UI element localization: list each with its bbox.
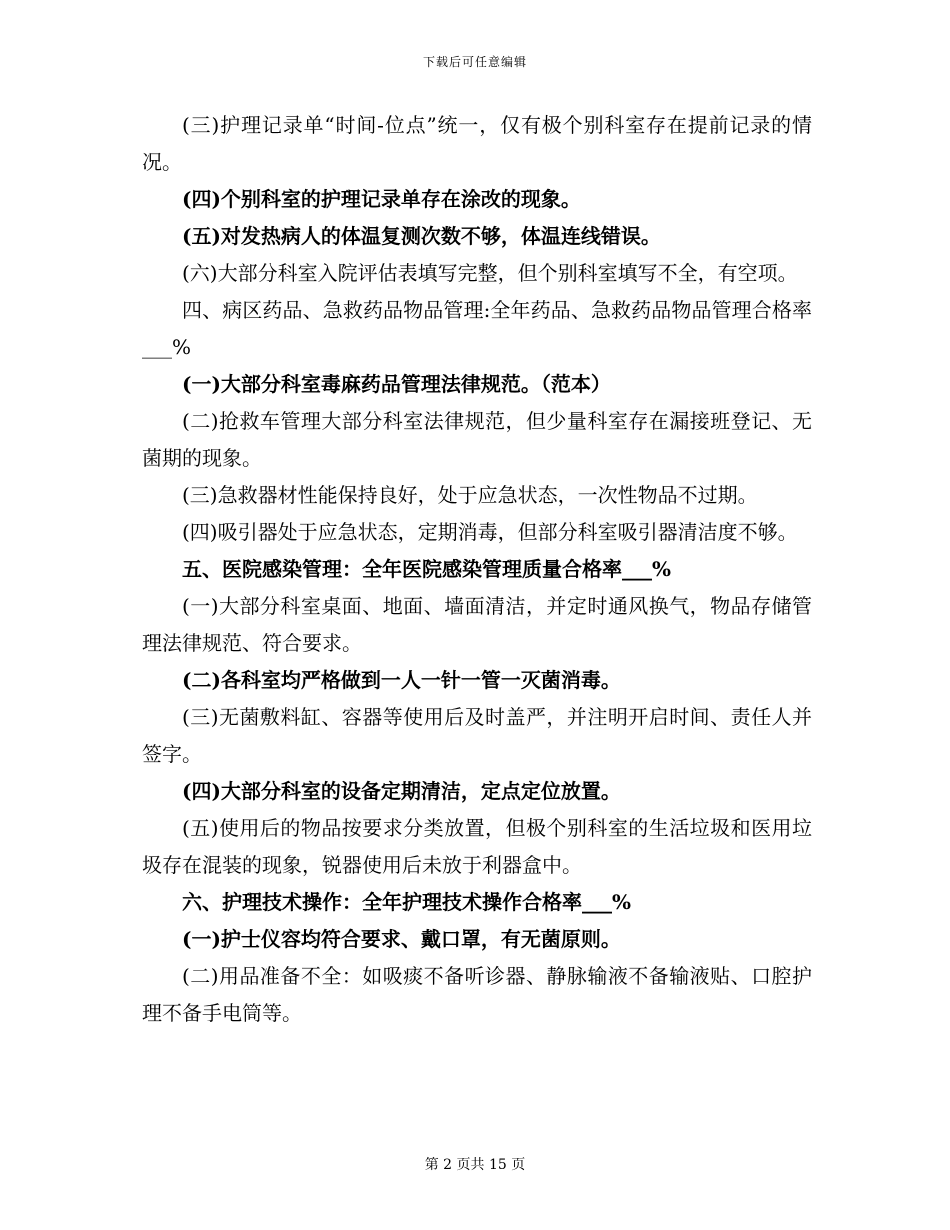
paragraph: (五)对发热病人的体温复测次数不够，体温连线错误。	[182, 224, 661, 248]
paragraph: (四)个别科室的护理记录单存在涂改的现象。	[182, 187, 581, 211]
paragraph: (三)无菌敷料缸、容器等使用后及时盖严，并注明开启时间、责任人并签字。	[142, 705, 812, 766]
section-heading: 五、医院感染管理：全年医院感染管理质量合格率___%	[182, 557, 672, 581]
paragraph: (五)使用后的物品按要求分类放置，但极个别科室的生活垃圾和医用垃圾存在混装的现象，锐器使用后未放于利器盒中。	[142, 816, 812, 877]
section-heading: 六、护理技术操作：全年护理技术操作合格率___%	[182, 890, 632, 914]
page-header: 下载后可任意编辑	[422, 55, 527, 69]
paragraph: 四、病区药品、急救药品物品管理:全年药品、急救药品物品管理合格率___%	[142, 298, 812, 359]
paragraph: (二)各科室均严格做到一人一针一管一灭菌消毒。	[182, 668, 621, 692]
paragraph: (四)吸引器处于应急状态，定期消毒，但部分科室吸引器清洁度不够。	[182, 520, 798, 544]
paragraph: (二)用品准备不全：如吸痰不备听诊器、静脉输液不备输液贴、口腔护理不备手电筒等。	[142, 964, 812, 1025]
paragraph: (二)抢救车管理大部分科室法律规范，但少量科室存在漏接班登记、无菌期的现象。	[142, 409, 812, 470]
paragraph: (一)大部分科室毒麻药品管理法律规范。（范本）	[182, 372, 611, 396]
paragraph: (一)护士仪容均符合要求、戴口罩，有无菌原则。	[182, 927, 621, 951]
paragraph: (一)大部分科室桌面、地面、墙面清洁，并定时通风换气，物品存储管理法律规范、符合要求。	[142, 594, 812, 655]
paragraph: (三)急救器材性能保持良好，处于应急状态，一次性物品不过期。	[182, 483, 758, 507]
document-body	[142, 107, 812, 1032]
paragraph: (三)护理记录单“时间-位点”统一，仅有极个别科室存在提前记录的情况。	[142, 113, 812, 174]
paragraph: (六)大部分科室入院评估表填写完整，但个别科室填写不全，有空项。	[182, 261, 798, 285]
page-number: 第 2 页共 15 页	[424, 1157, 526, 1173]
paragraph: (四)大部分科室的设备定期清洁，定点定位放置。	[182, 779, 621, 803]
